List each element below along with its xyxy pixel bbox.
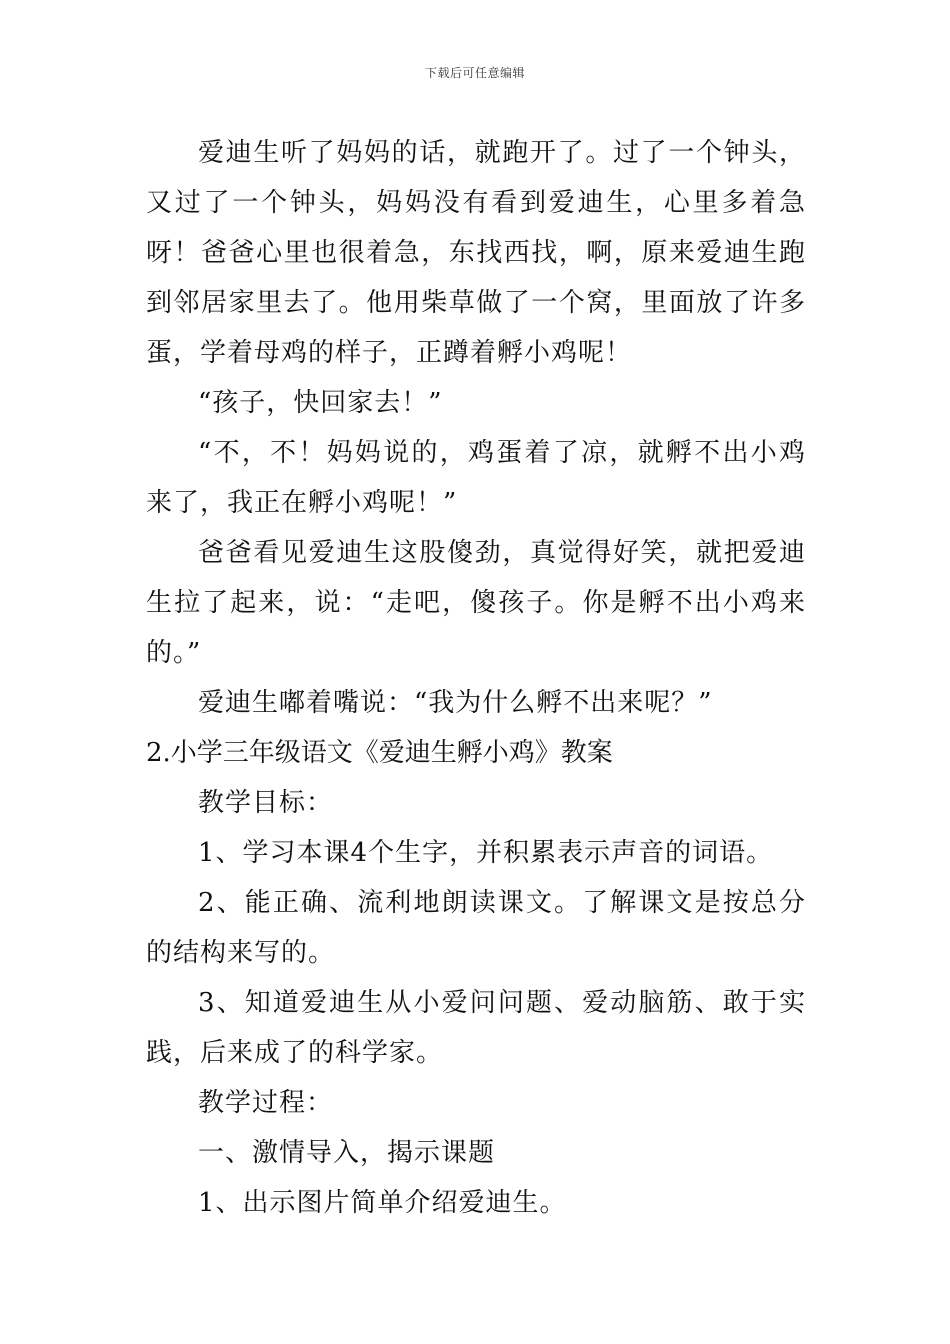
paragraph: 一、激情导入，揭示课题 [198,1138,496,1168]
paragraph: 教学过程： [198,1088,334,1118]
paragraph: 教学目标： [198,788,334,818]
paragraph: 1、出示图片简单介绍爱迪生。 [198,1188,567,1218]
section-heading: 2.小学三年级语文《爱迪生孵小鸡》教案 [146,738,613,768]
paragraph: 2、能正确、流利地朗读课文。了解课文是按总分的结构来写的。 [146,888,806,968]
paragraph: 爱迪生嘟着嘴说：“我为什么孵不出来呢？” [198,688,713,718]
paragraph: 爱迪生听了妈妈的话，就跑开了。过了一个钟头，又过了一个钟头，妈妈没有看到爱迪生，心里多着急呀！爸爸心里也很着急，东找西找，啊，原来爱迪生跑到邻居家里去了。他用柴草做了一个窝，里面放了许多蛋，学着母鸡的样子，正蹲着孵小鸡呢！ [146,138,806,368]
page-header: 下载后可任意编辑 [424,66,525,80]
document-body [146,128,806,1228]
paragraph: “不，不！妈妈说的，鸡蛋着了凉，就孵不出小鸡来了，我正在孵小鸡呢！” [146,438,806,518]
paragraph: 3、知道爱迪生从小爱问问题、爱动脑筋、敢于实践，后来成了的科学家。 [146,988,806,1068]
paragraph: 1、学习本课4个生字，并积累表示声音的词语。 [198,838,774,868]
paragraph: 爸爸看见爱迪生这股傻劲，真觉得好笑，就把爱迪生拉了起来，说：“走吧，傻孩子。你是孵不出小鸡来的。” [146,538,806,668]
paragraph: “孩子，快回家去！” [198,388,443,418]
